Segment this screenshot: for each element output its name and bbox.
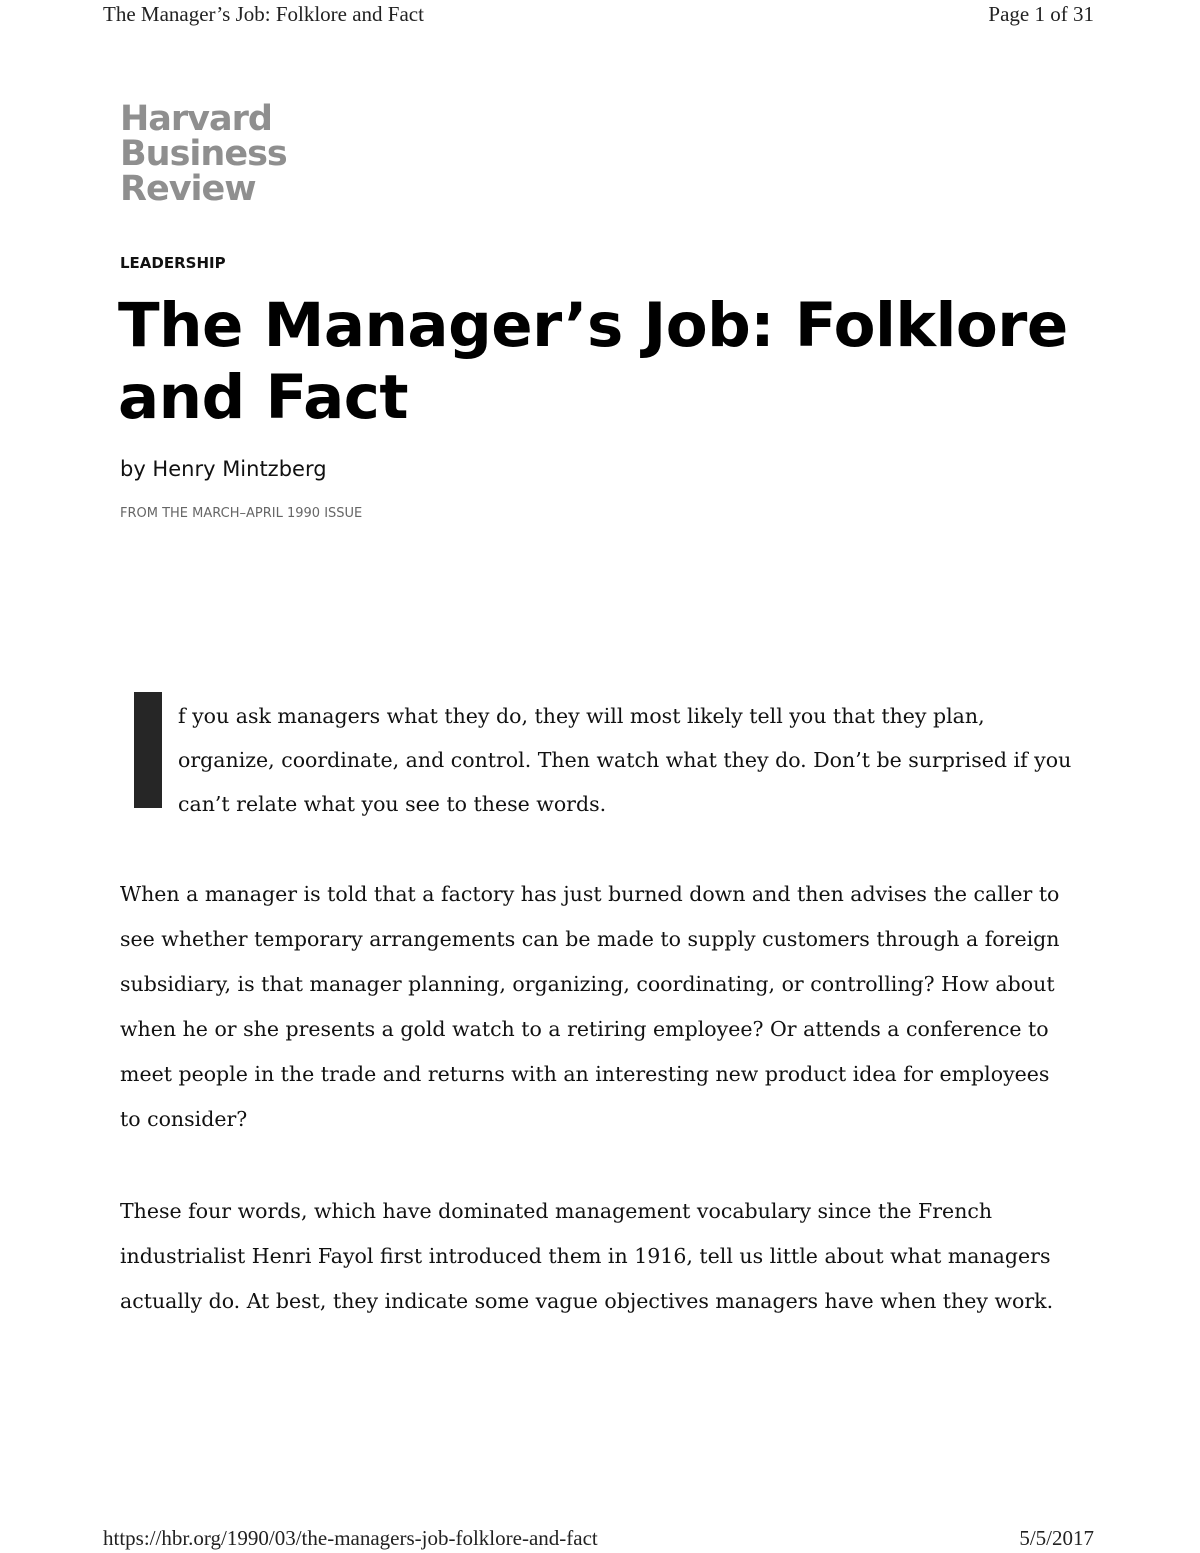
hbr-logo[interactable] (120, 99, 287, 209)
print-header-title: The Manager’s Job: Folklore and Fact (103, 2, 424, 26)
logo-line-2: Business (120, 134, 287, 174)
print-footer (103, 1526, 1094, 1551)
body-paragraph-1: When a manager is told that a factory has just burned down and then advises the caller to see whether temporary arrangements can be made to supply customers through a foreign subsidiary, is that manager planning, organizing, coordinating, or controlling? How about when he or she presents a gold watch to a retiring employee? Or attends a conference to meet people in the trade and returns with an interesting new product idea for employees to consider? (120, 882, 1060, 1131)
logo-line-3: Review (120, 169, 256, 209)
logo-line-1: Harvard (120, 99, 272, 139)
body-paragraph-2: These four words, which have dominated management vocabulary since the French industrialist Henri Fayol first introduced them in 1916, tell us little about what managers actually do. At best, they indicate some vague objectives managers have when they work. (120, 1199, 1054, 1313)
intro-paragraph: f you ask managers what they do, they will most likely tell you that they plan, organize, coordinate, and control. Then watch what they do. Don’t be surprised if you can’t relate what you see to these words. (178, 704, 1072, 816)
page-counter: Page 1 of 31 (988, 2, 1094, 26)
article-title: The Manager’s Job: Folklore and Fact (118, 290, 1068, 433)
author-byline[interactable]: by Henry Mintzberg (120, 457, 327, 481)
drop-cap-i (134, 692, 162, 808)
issue-label: FROM THE MARCH–APRIL 1990 ISSUE (120, 506, 363, 521)
page-url: https://hbr.org/1990/03/the-managers-job-folklore-and-fact (103, 1526, 598, 1550)
print-date: 5/5/2017 (1019, 1526, 1094, 1550)
print-header (103, 2, 1094, 27)
category-label[interactable]: LEADERSHIP (120, 254, 226, 272)
